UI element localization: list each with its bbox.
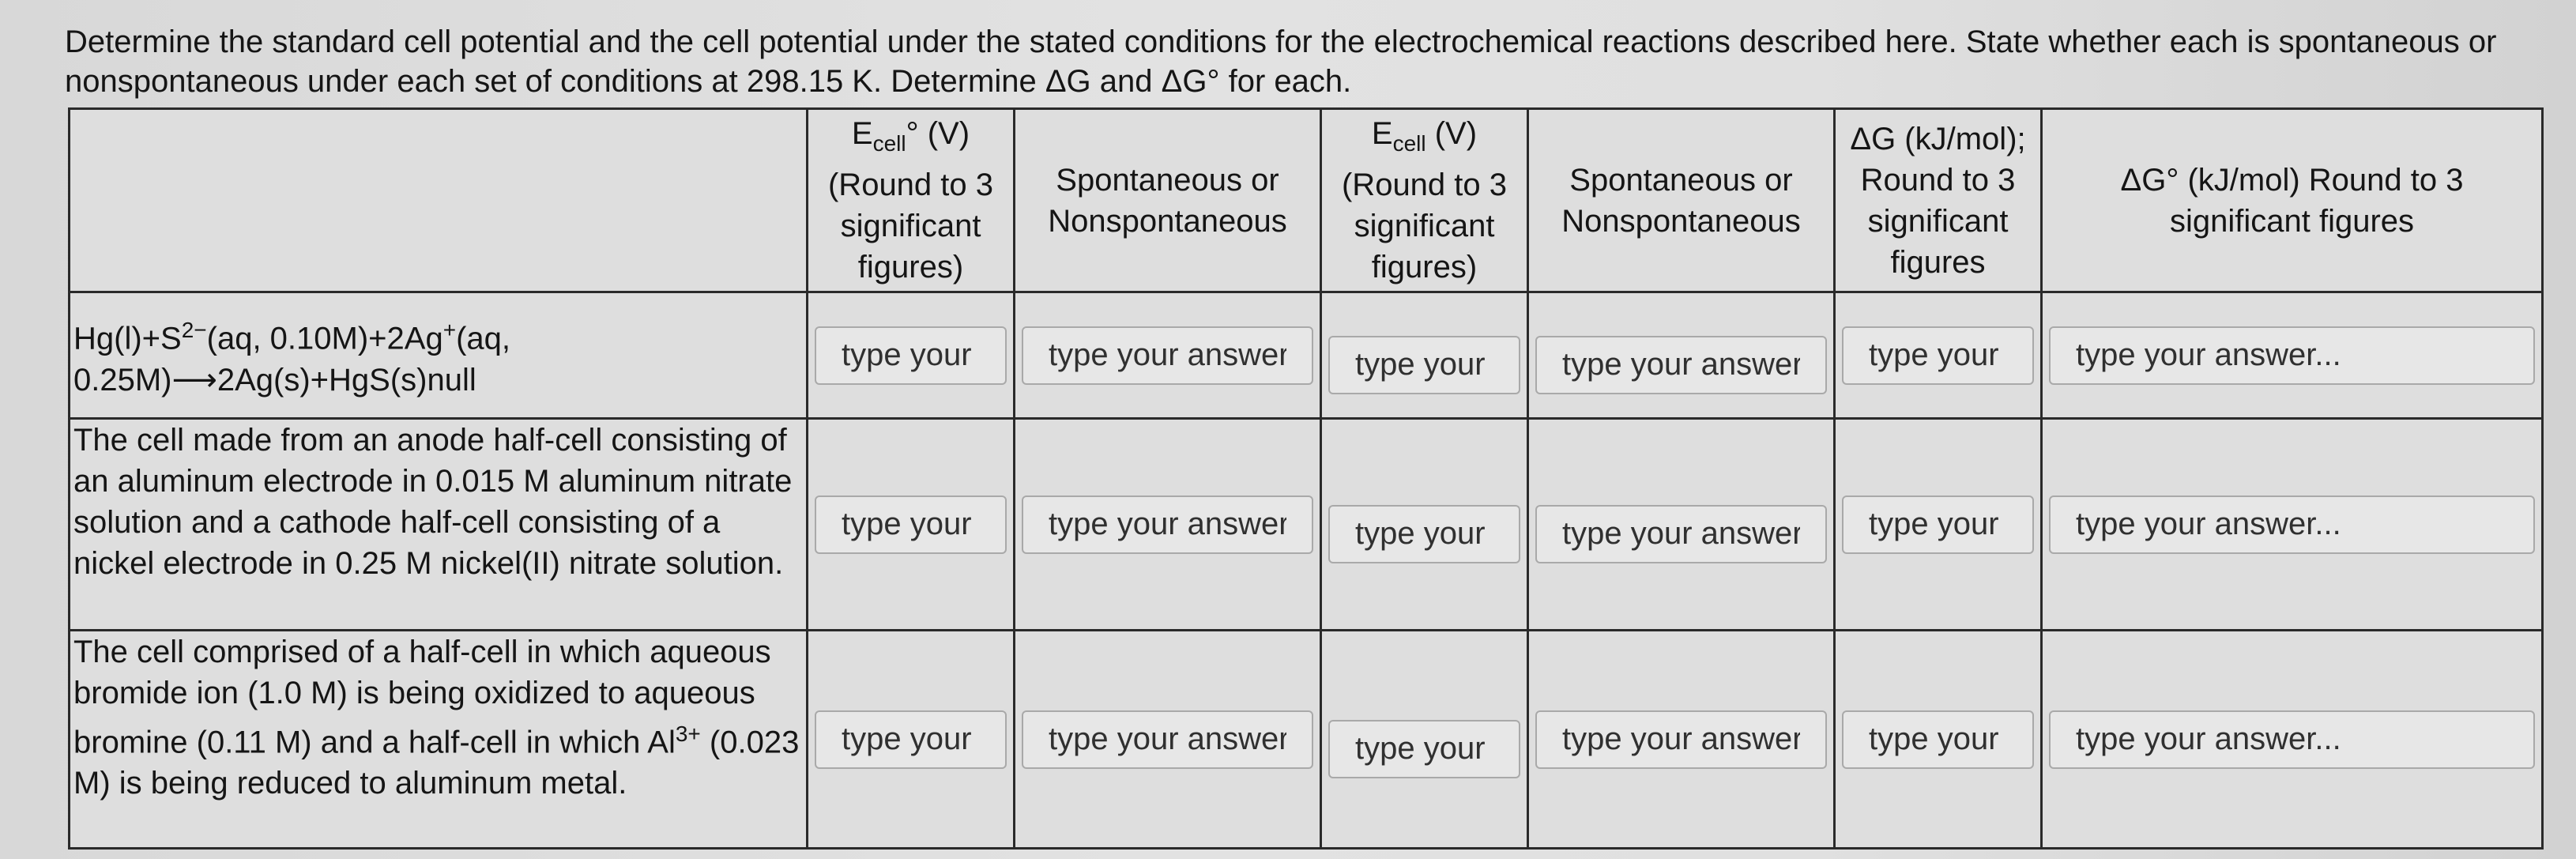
row-1-delta-g-cell [1835, 292, 2042, 419]
row-1-spontaneous-conditions-cell [1528, 292, 1835, 419]
row-3-label [70, 631, 808, 849]
header-spontaneous-conditions [1528, 109, 1835, 292]
row-2-delta-g-standard-cell [2042, 419, 2543, 631]
row-2-spontaneous-standard-input[interactable] [1022, 495, 1313, 554]
header-ecell-standard-unit: ° (V) [906, 116, 970, 151]
row-1-label-arrow: ⟶ [171, 362, 217, 397]
row-1-spontaneous-standard-input[interactable] [1022, 326, 1313, 385]
header-ecell [1321, 109, 1528, 292]
row-2-delta-g-input[interactable] [1842, 495, 2034, 554]
row-2-delta-g-standard-input[interactable] [2049, 495, 2535, 554]
row-1-delta-g-input[interactable] [1842, 326, 2034, 385]
row-3-delta-g-standard-input[interactable] [2049, 710, 2535, 769]
row-2-spontaneous-conditions-input[interactable] [1535, 505, 1827, 563]
row-1-label [70, 292, 808, 419]
row-2-ecell-input[interactable] [1328, 505, 1520, 563]
header-delta-g-standard-label: ΔG° (kJ/mol) Round to 3 significant figures [2120, 162, 2464, 239]
row-3-ecell-standard-cell [808, 631, 1015, 849]
row-1-ecell-standard-input[interactable] [815, 326, 1007, 385]
row-3-ecell-standard-input[interactable] [815, 710, 1007, 769]
row-3-spontaneous-conditions-input[interactable] [1535, 710, 1827, 769]
header-ecell-standard-sub: cell [872, 131, 906, 156]
header-delta-g-label: ΔG (kJ/mol); Round to 3 significant figures [1850, 121, 2026, 280]
row-3-label-sup: 3+ [675, 721, 701, 746]
row-1-delta-g-standard-cell [2042, 292, 2543, 419]
row-3-delta-g-standard-cell [2042, 631, 2543, 849]
header-ecell-standard-note: (Round to 3 significant figures) [827, 168, 994, 284]
header-ecell-standard [808, 109, 1015, 292]
row-2-ecell-cell [1321, 419, 1528, 631]
row-3-spontaneous-standard-input[interactable] [1022, 710, 1313, 769]
question-instructions: Determine the standard cell potential and the cell potential under the stated conditions for the electrochemical reactions described here. State whether each is spontaneous or nonspontaneous under each set of conditions at 298.15 K. Determine ΔG and ΔG° for each. [65, 24, 2497, 99]
row-2-spontaneous-standard-cell [1015, 419, 1321, 631]
row-3-delta-g-cell [1835, 631, 2042, 849]
row-2-spontaneous-conditions-cell [1528, 419, 1835, 631]
row-1-label-part-a: Hg(l)+S [73, 321, 182, 356]
answer-table [68, 107, 2544, 850]
header-ecell-sub: cell [1392, 131, 1426, 156]
header-spontaneous-standard [1015, 109, 1321, 292]
header-spontaneous-conditions-label: Spontaneous or Nonspontaneous [1561, 162, 1801, 239]
row-1-spontaneous-conditions-input[interactable] [1535, 336, 1827, 394]
row-1-label-part-c: (aq, 0.25M) [73, 321, 510, 397]
row-2-ecell-standard-cell [808, 419, 1015, 631]
row-1-spontaneous-standard-cell [1015, 292, 1321, 419]
row-3-label-part-b: (0.023 M) is being reduced to aluminum metal. [73, 725, 800, 801]
row-2-ecell-standard-input[interactable] [815, 495, 1007, 554]
row-1-ecell-standard-cell [808, 292, 1015, 419]
table-row [70, 292, 2543, 419]
row-3-ecell-input[interactable] [1328, 720, 1520, 778]
row-1-label-sup-1: 2− [181, 318, 207, 343]
row-1-delta-g-standard-input[interactable] [2049, 326, 2535, 385]
table-row [70, 631, 2543, 849]
row-3-spontaneous-standard-cell [1015, 631, 1321, 849]
row-1-label-sup-2: + [443, 318, 457, 343]
row-3-label-part-a: The cell comprised of a half-cell in which aqueous bromide ion (1.0 M) is being oxidized to aqueous bromine (0.11 M) and a half-cell in which Al [73, 635, 771, 760]
header-ecell-unit: (V) [1425, 116, 1478, 151]
header-spontaneous-standard-label: Spontaneous or Nonspontaneous [1048, 162, 1287, 239]
row-3-spontaneous-conditions-cell [1528, 631, 1835, 849]
row-1-label-part-b: (aq, 0.10M)+2Ag [206, 321, 443, 356]
row-1-label-part-d: 2Ag(s)+HgS(s)null [217, 362, 476, 397]
header-ecell-note: (Round to 3 significant figures) [1341, 168, 1508, 284]
table-row [70, 419, 2543, 631]
row-3-ecell-cell [1321, 631, 1528, 849]
header-row [70, 109, 2543, 292]
row-2-label: The cell made from an anode half-cell consisting of an aluminum electrode in 0.015 M aluminum nitrate solution and a cathode half-cell consisting of a nickel electrode in 0.25 M nickel(II) nitrate solution. [70, 419, 808, 631]
header-delta-g-standard [2042, 109, 2543, 292]
row-2-delta-g-cell [1835, 419, 2042, 631]
header-ecell-standard-e: E [851, 116, 873, 151]
header-delta-g [1835, 109, 2042, 292]
row-3-delta-g-input[interactable] [1842, 710, 2034, 769]
row-1-ecell-input[interactable] [1328, 336, 1520, 394]
row-1-ecell-cell [1321, 292, 1528, 419]
header-ecell-e: E [1371, 116, 1393, 151]
header-blank [70, 109, 808, 292]
